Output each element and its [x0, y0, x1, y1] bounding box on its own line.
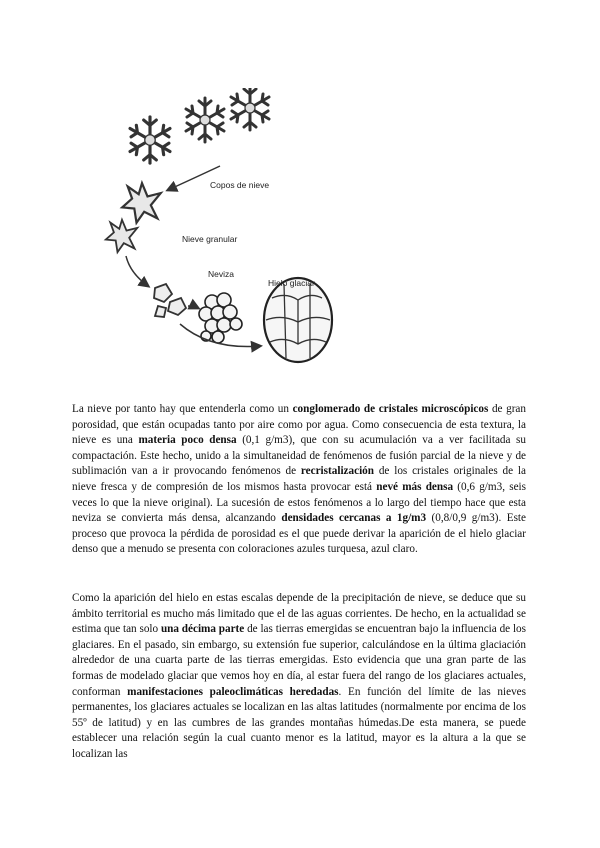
- snowflake-1: [130, 117, 170, 163]
- p2-bold-decima-parte: una décima parte: [160, 623, 245, 636]
- p1-bold-conglomerado: conglomerado de cristales microscópicos: [292, 403, 489, 415]
- p1-text-2: de gran porosidad, que están ocupadas tanto por aire como por agua. Como consecuencia de esta textura, la nieve es una: [72, 403, 526, 447]
- p2-bold-manifestaciones: manifestaciones paleoclimáticas heredadas: [127, 685, 339, 698]
- p1-text-6: (0,8/0,9 g/m3). Este proceso que provoca la pérdida de porosidad es el que puede derivar la aparición de el hielo glaciar denso que a menudo se presenta con coloraciones azules turquesa, azul claro.: [72, 512, 526, 556]
- p1-bold-densidades: densidades cercanas a 1g/m3: [281, 512, 427, 525]
- p1-text-3: (0,1 g/m3), que con su acumulación va a ver facilitada su compactación. Este hecho, unido a la simultaneidad de fenómenos de fusión parcial de la nieve y de sublimación van a ir provocando fenómenos de: [72, 434, 526, 478]
- neviza-grains: [154, 284, 186, 317]
- p2-text-2: de las tierras emergidas se encuentran bajo la influencia de los glaciares. En el pasado, sin embargo, su extensión fue superior, calculándose en la última glaciación alrededor de una cuarta parte de las tierras emergidas. Esto evidencia que una gran parte de las formas de modelado glaciar que vemos hoy en día, al estar fuera del rango de los glaciares actuales, conforman: [72, 623, 527, 698]
- neviza-cluster: [199, 293, 242, 343]
- p1-bold-neve-mas-densa: nevé más densa: [376, 480, 454, 493]
- granular-snow-crystal-1: [122, 183, 161, 223]
- p1-text-1: La nieve por tanto hay que entenderla como un: [72, 403, 293, 415]
- granular-snow-crystal-2: [106, 220, 138, 252]
- label-hielo-glaciar: Hielo glaciar: [268, 278, 315, 288]
- p1-bold-materia-poco-densa: materia poco densa: [138, 434, 237, 447]
- paragraph-glacier-distribution: [72, 591, 526, 763]
- label-nieve-granular: Nieve granular: [182, 234, 238, 244]
- label-neviza: Neviza: [208, 269, 234, 279]
- paragraph-snow-densification: [72, 402, 526, 558]
- p2-text-3: . En función del límite de las nieves permanentes, los glaciares actuales se localizan en las altas latitudes (normalmente por encima de los 55º de latitud) y en las cumbres de las grandes montañas húmedas.De esta manera, se puede establecer una relación según la cual cuanto menor es la latitud, mayor es la altura a la que se localizan las: [72, 685, 527, 760]
- snow-transformation-figure: [60, 88, 370, 373]
- p1-text-4: de los cristales originales de la nieve fresca y de compresión de los mismos hasta provocar está: [72, 465, 526, 493]
- snowflake-3: [231, 88, 269, 130]
- p1-text-5: (0,6 g/m3, seis veces lo que la nieve original). La sucesión de estos fenómenos a lo largo del tiempo hace que esta neviza se convierta más densa, alcanzando: [72, 480, 527, 525]
- p1-bold-recristalizacion: recristalización: [300, 465, 374, 478]
- snowflake-2: [186, 98, 224, 142]
- p2-text-1: Como la aparición del hielo en estas escalas depende de la precipitación de nieve, se deduce que su ámbito territorial es mucho más limitado que el de las aguas corrientes. De hecho, en la actualidad se estima que tan solo: [72, 592, 526, 636]
- glacier-ice-block: [264, 278, 332, 362]
- label-copos-de-nieve: Copos de nieve: [210, 180, 270, 190]
- snow-transformation-diagram: [60, 88, 370, 373]
